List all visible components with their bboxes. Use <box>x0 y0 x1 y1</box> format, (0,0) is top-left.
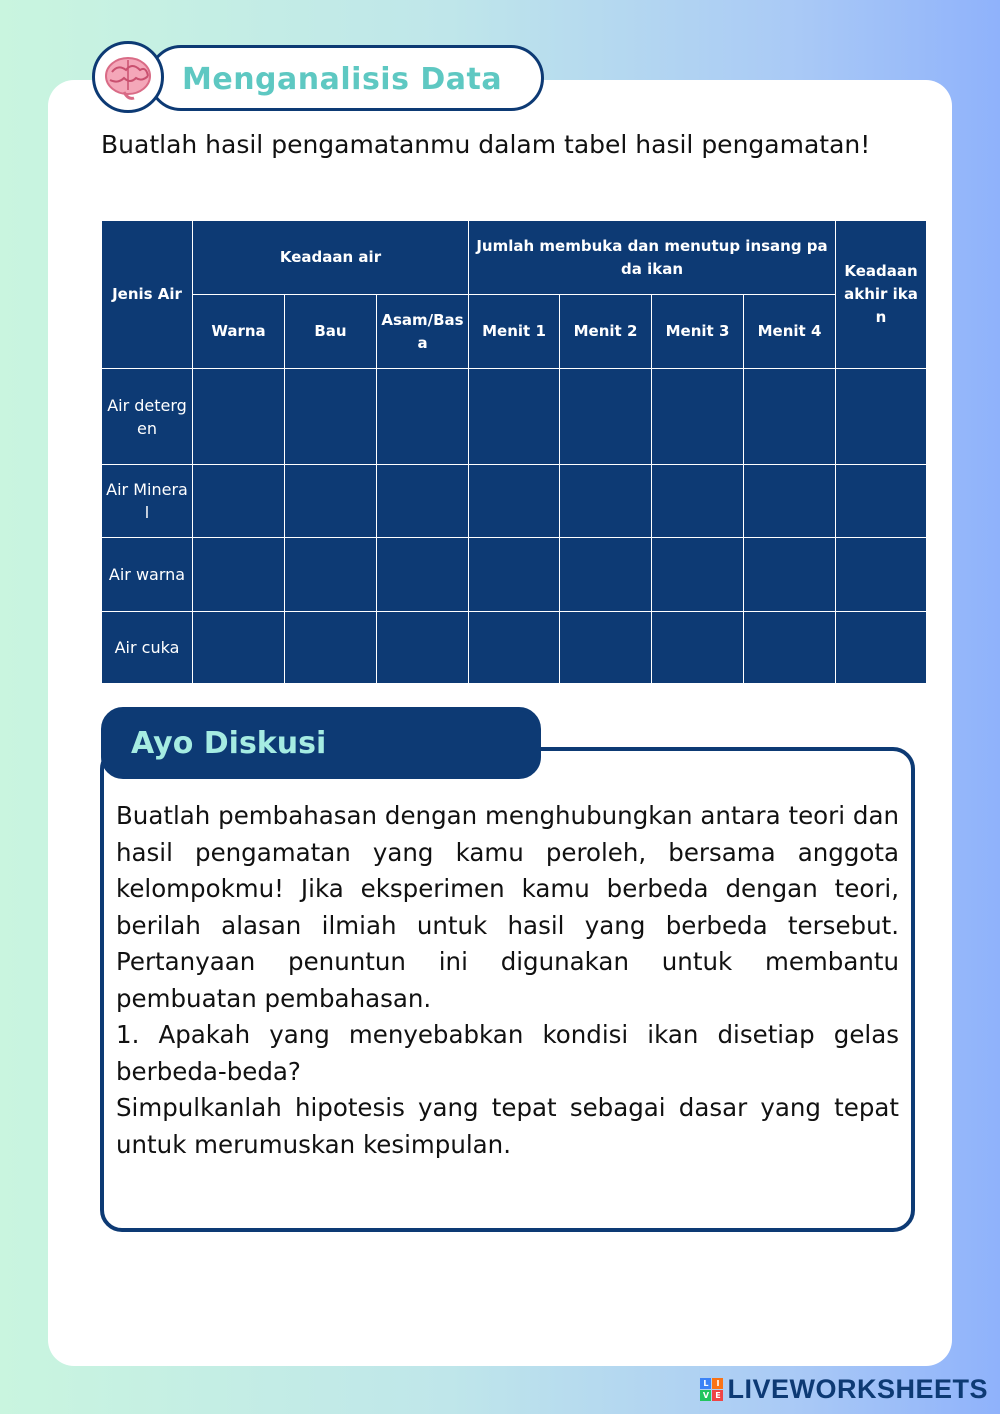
answer-cell[interactable] <box>469 538 560 612</box>
answer-cell[interactable] <box>377 612 469 684</box>
answer-cell[interactable] <box>836 538 927 612</box>
subheader-menit-4: Menit 4 <box>744 295 836 369</box>
answer-cell[interactable] <box>285 465 377 538</box>
subheader-menit-3: Menit 3 <box>652 295 744 369</box>
discussion-text <box>116 798 899 1163</box>
section-title: Menganalisis Data <box>182 62 503 97</box>
liveworksheets-logo[interactable] <box>700 1373 988 1405</box>
header-insang: Jumlah membuka dan menutup insang pada ikan <box>469 221 836 295</box>
table-row <box>102 465 927 538</box>
row-label: Air detergen <box>102 369 193 465</box>
answer-cell[interactable] <box>744 369 836 465</box>
answer-cell[interactable] <box>193 369 285 465</box>
answer-cell[interactable] <box>377 465 469 538</box>
liveworksheets-mark-icon: L I V E <box>700 1378 723 1401</box>
answer-cell[interactable] <box>285 612 377 684</box>
row-label: Air cuka <box>102 612 193 684</box>
intro-instruction: Buatlah hasil pengamatanmu dalam tabel hasil pengamatan! <box>101 130 871 159</box>
answer-cell[interactable] <box>285 538 377 612</box>
row-label: Air Mineral <box>102 465 193 538</box>
answer-cell[interactable] <box>836 612 927 684</box>
subheader-menit-2: Menit 2 <box>560 295 652 369</box>
answer-cell[interactable] <box>377 369 469 465</box>
answer-cell[interactable] <box>560 538 652 612</box>
liveworksheets-logo-text: LIVEWORKSHEETS <box>727 1373 988 1404</box>
answer-cell[interactable] <box>193 538 285 612</box>
answer-cell[interactable] <box>744 612 836 684</box>
row-label: Air warna <box>102 538 193 612</box>
subheader-bau: Bau <box>285 295 377 369</box>
brain-icon-badge <box>92 41 164 113</box>
answer-cell[interactable] <box>377 538 469 612</box>
answer-cell[interactable] <box>744 465 836 538</box>
answer-cell[interactable] <box>836 465 927 538</box>
answer-cell[interactable] <box>560 369 652 465</box>
subheader-menit-1: Menit 1 <box>469 295 560 369</box>
answer-cell[interactable] <box>193 612 285 684</box>
discussion-paragraph: Buatlah pembahasan dengan menghubungkan antara teori dan hasil pengamatan yang kamu peroleh, bersama anggota kelompokmu! Jika eksperimen kamu berbeda dengan teori, berilah alasan ilmiah untuk hasil yang berbeda tersebut. Pertanyaan penuntun ini digunakan untuk membantu pembuatan pembahasan. <box>116 801 899 1013</box>
answer-cell[interactable] <box>652 369 744 465</box>
header-keadaan-akhir: Keadaan akhir ikan <box>836 221 927 369</box>
subheader-warna: Warna <box>193 295 285 369</box>
header-jenis-air: Jenis Air <box>102 221 193 369</box>
answer-cell[interactable] <box>744 538 836 612</box>
table-row <box>102 369 927 465</box>
table-row <box>102 538 927 612</box>
answer-cell[interactable] <box>285 369 377 465</box>
discussion-title: Ayo Diskusi <box>131 726 327 761</box>
answer-cell[interactable] <box>652 465 744 538</box>
answer-cell[interactable] <box>652 538 744 612</box>
observation-table <box>101 220 927 684</box>
header-keadaan-air: Keadaan air <box>193 221 469 295</box>
answer-cell[interactable] <box>652 612 744 684</box>
answer-cell[interactable] <box>469 612 560 684</box>
brain-icon <box>102 52 154 104</box>
answer-cell[interactable] <box>560 612 652 684</box>
answer-cell[interactable] <box>469 465 560 538</box>
answer-cell[interactable] <box>836 369 927 465</box>
table-row <box>102 612 927 684</box>
answer-cell[interactable] <box>560 465 652 538</box>
subheader-asam-basa: Asam/Basa <box>377 295 469 369</box>
answer-cell[interactable] <box>469 369 560 465</box>
answer-cell[interactable] <box>193 465 285 538</box>
discussion-paragraph-2: Simpulkanlah hipotesis yang tepat sebagai dasar yang tepat untuk merumuskan kesimpulan. <box>116 1093 899 1159</box>
discussion-question: 1. Apakah yang menyebabkan kondisi ikan disetiap gelas berbeda-beda? <box>116 1020 899 1086</box>
